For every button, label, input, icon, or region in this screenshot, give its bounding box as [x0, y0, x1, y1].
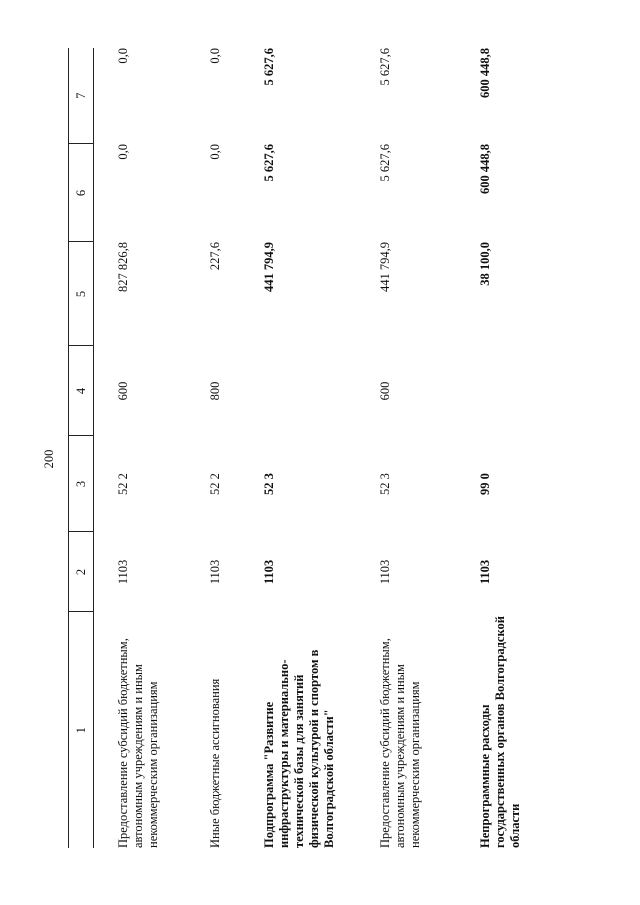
header-row	[69, 48, 94, 848]
row-col6: 5 627,6	[378, 144, 392, 182]
row-target: 52 2	[208, 473, 222, 495]
row-col5: 441 794,9	[262, 242, 276, 292]
header-col-3: 3	[69, 436, 94, 532]
row-col5: 441 794,9	[378, 242, 392, 292]
row-type: 800	[208, 381, 222, 401]
row-section: 1103	[378, 559, 392, 585]
row-col7: 5 627,6	[262, 48, 276, 86]
row-type	[478, 346, 568, 436]
header-col-4: 4	[69, 346, 94, 436]
row-section: 1103	[208, 559, 222, 585]
row-section: 1103	[116, 559, 130, 585]
header-col-2: 2	[69, 532, 94, 612]
row-target: 52 3	[262, 473, 276, 495]
row-col5: 227,6	[208, 242, 222, 271]
row-section: 1103	[262, 559, 276, 585]
row-col5: 38 100,0	[478, 242, 492, 286]
row-col6: 0,0	[208, 144, 222, 160]
row-section: 1103	[478, 559, 492, 585]
table-row	[208, 48, 262, 848]
page-number: 200	[42, 449, 56, 469]
table-row	[94, 48, 209, 848]
header-col-7: 7	[69, 48, 94, 144]
header-col-5: 5	[69, 242, 94, 346]
row-name: Предоставление субсидий бюджетным, автономным учреждениям и иным некоммерческим организациям	[378, 638, 422, 848]
budget-table-container	[68, 48, 630, 848]
row-col7: 0,0	[116, 48, 130, 64]
header-col-1: 1	[69, 612, 94, 848]
row-name: Предоставление субсидий бюджетным, автономным учреждениям и иным некоммерческим организациям	[116, 638, 160, 848]
budget-table	[68, 48, 568, 848]
row-col7: 5 627,6	[378, 48, 392, 86]
row-col7: 0,0	[208, 48, 222, 64]
header-col-6: 6	[69, 144, 94, 242]
row-target: 52 2	[116, 473, 130, 495]
row-target: 99 0	[478, 473, 492, 495]
row-col5: 827 826,8	[116, 242, 130, 292]
row-target: 52 3	[378, 473, 392, 495]
table-row	[478, 48, 568, 848]
row-col7: 600 448,8	[478, 48, 492, 98]
table-row	[262, 48, 378, 848]
table-row	[378, 48, 478, 848]
row-col6: 0,0	[116, 144, 130, 160]
row-col6: 600 448,8	[478, 144, 492, 194]
row-type: 600	[116, 381, 130, 401]
row-name: Непрограммные расходы государственных органов Волгоградской области	[478, 616, 522, 848]
row-type: 600	[378, 381, 392, 401]
row-type	[262, 346, 378, 436]
row-col6: 5 627,6	[262, 144, 276, 182]
row-name: Подпрограмма "Развитие инфраструктуры и материально-технической базы для занятий физической культурой и спортом в Волгоградской области"	[262, 649, 336, 848]
row-name: Иные бюджетные ассигнования	[208, 678, 222, 848]
